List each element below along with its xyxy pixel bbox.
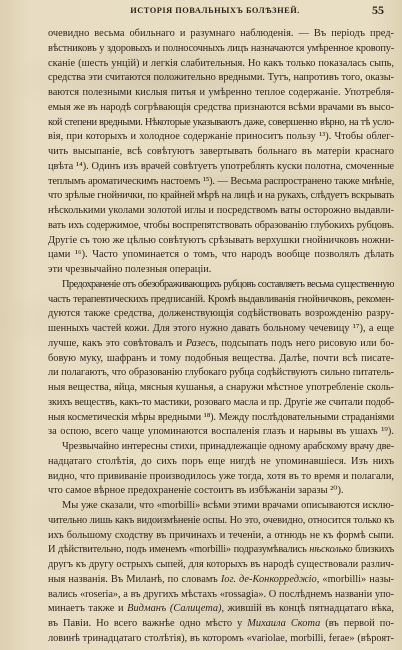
text-span: , «morbilli» назы-	[316, 573, 394, 585]
text-line: надцатаго столѣтія, до сихъ поръ еще нигдѣ не упоминавшіеся. Изъ нихъ	[48, 455, 394, 467]
text-line: вія, при которыхъ и холодное содержаніе приноситъ пользу ¹³). Чтобы облег-	[48, 131, 394, 143]
text-line: нѣсколькими уколами золотой иглы и посредствомъ ваты осторожно выдавли-	[48, 205, 394, 216]
text-line: дуются также средства, долженствующія содѣйствовать возрожденію разру-	[48, 308, 394, 320]
text-line: чить высыпаніе, всѣ совѣтуютъ завертывать больнаго въ матеріи краснаго	[48, 146, 394, 157]
text-span-emphasis: нѣсколько	[309, 544, 353, 556]
text-line: кой степени вредными. Нѣкоторые указываютъ даже, совершенно вѣрно, на тѣ усло-	[48, 116, 394, 128]
text-line: зкихъ веществъ, какъ-то мастики, розоваго масла и пр. Другіе же считали подоб-	[48, 396, 394, 408]
paragraph	[48, 27, 394, 278]
text-line: что зрѣлые гнойнички, по крайней мѣрѣ на лицѣ и на рукахъ, слѣдуетъ вскрывать	[48, 190, 394, 202]
text-line: часть терапевтическихъ предписаній. Кромѣ выдавливанія гнойничковъ, рекомен-	[48, 293, 394, 305]
text-line: Другіе съ тою же цѣлью совѣтуютъ срѣзывать верхушки гнойничковъ ножни-	[48, 234, 394, 246]
text-line: Чрезвычайно интересны стихи, принадлежащіе одному арабскому врачу две-	[62, 441, 394, 452]
text-span: , жившій въ концѣ пятнадцатаго вѣка,	[221, 603, 394, 615]
text-line: шенныхъ частей кожи. Для этого нужно давать больному чечевицу ¹⁷), а еще	[48, 323, 394, 334]
text-line: Предохраненіе отъ обезображивающихъ рубцовъ составляетъ весьма существенную	[62, 278, 394, 290]
text-span: лучше, какъ это совѣтовалъ и	[48, 337, 186, 349]
text-span: близкихъ	[352, 544, 394, 556]
text-span-emphasis: Михаила Скота	[247, 618, 321, 629]
page-number: 55	[372, 3, 384, 17]
text-span-emphasis: Іог. де-Конкорреджіо	[220, 573, 317, 585]
text-line: ныя косметическія мѣры вредными ¹⁸). Между послѣдовательными страданіями	[48, 411, 394, 423]
text-line	[48, 543, 394, 558]
paragraph	[48, 440, 394, 499]
text-line: сканіе (шесть унцій) и легкія слабительныя. Но какъ только показалась сыпь,	[48, 57, 394, 69]
text-line: средства эти считаются положительно вредными. Тутъ, напротивъ того, оказы-	[48, 72, 394, 84]
text-span-emphasis: Видманъ (Салицета)	[127, 603, 222, 615]
text-span: ныя названія. Въ Миланѣ, по словамъ	[48, 573, 221, 585]
text-line	[48, 337, 394, 352]
text-line: вѣстниковъ у здоровыхъ и полносочныхъ лицъ назначаются умѣренное кровопу-	[48, 42, 394, 54]
text-line: вать ихъ содержимое, чтобы воспрепятствовать образованію глубокихъ рубцовъ.	[48, 219, 394, 231]
text-line: эти чрезвычайно полезныя операціи.	[48, 264, 212, 275]
text-line: теплымъ ароматическимъ настоемъ ¹⁵). — Весьма распространено также мнѣніе,	[48, 175, 394, 187]
text-line: чительно лишь какъ видоизмѣненіе оспы. Но это, очевидно, относится только къ	[48, 514, 394, 526]
paragraph	[48, 499, 394, 647]
text-span-emphasis: Разесъ	[185, 337, 216, 349]
text-line: Мы уже сказали, что «morbilli» всѣми этими врачами описываются исклю-	[62, 500, 394, 511]
text-span: И дѣйствительно, подъ именемъ «morbilli» подразумѣвались	[48, 544, 310, 556]
text-span: минаетъ также и	[48, 603, 128, 615]
body-text	[48, 27, 394, 647]
text-line: ихъ большому сходству въ причинахъ и теченіи, а отнюдь не къ формѣ сыпи.	[48, 529, 394, 541]
text-line: ныя вещества, яйца, мясныя кушанья, а снаружи мѣстное употребленіе сколь-	[48, 382, 394, 393]
text-line: ловинѣ тринадцатаго столѣтія), въ которомъ «variolae, morbilli, ferae» (вѣроят-	[48, 632, 394, 644]
text-line: емыя же въ народѣ согрѣвающія средства признаются всѣми врачами въ высо-	[48, 101, 394, 113]
text-line: цами ¹⁶). Часто упоминается о томъ, что народъ вообще позволялъ дѣлать	[48, 249, 394, 261]
text-line: цвѣта ¹⁴). Одинъ изъ врачей совѣтуетъ употреблять куски полотна, смоченные	[48, 160, 394, 172]
text-line: за оспою, всего чаще упоминаются воспаленія глазъ и нарывы въ ушахъ ¹⁹).	[48, 426, 394, 438]
text-line: вались «roseria», а въ другихъ мѣстахъ «rossagia». О послѣднемъ названіи упо-	[48, 588, 394, 600]
text-line: ваются полезными кислыя питья и умѣренно теплое содержаніе. Употребля-	[48, 87, 394, 98]
paragraph	[48, 278, 394, 440]
text-line: другъ къ другу острыхъ сыпей, для которыхъ въ народѣ существовали различ-	[48, 559, 394, 570]
text-line: бовую муку, шафранъ и тому подобныя вещества. Далѣе, почти всѣ писате-	[48, 352, 394, 364]
text-span: въ Павіи. Но всего важнѣе одно мѣсто у	[48, 618, 248, 629]
text-line: видно, что прививаніе производилось уже тогда, хотя въ то время и полагали,	[48, 470, 394, 482]
text-line: очевидно весьма обильнаго и разумнаго наблюденія. — Въ періодъ пред-	[48, 28, 394, 39]
text-span: (въ первой по-	[320, 618, 394, 629]
running-title: ИСТОРІЯ ПОВАЛЬНЫХЪ БОЛѢЗНЕЙ.	[130, 6, 300, 15]
text-line: что самое вѣрное предохраненіе состоитъ въ избѣжаніи заразы ²⁰).	[48, 485, 344, 497]
text-line	[48, 573, 394, 588]
text-line: ли полагаютъ, что образованію глубокаго рубца содѣйствуютъ сильно питатель-	[48, 367, 394, 379]
text-line	[48, 617, 394, 632]
text-line	[48, 602, 394, 617]
text-span: , подсыпать подъ него рисовую или бо-	[215, 337, 394, 349]
